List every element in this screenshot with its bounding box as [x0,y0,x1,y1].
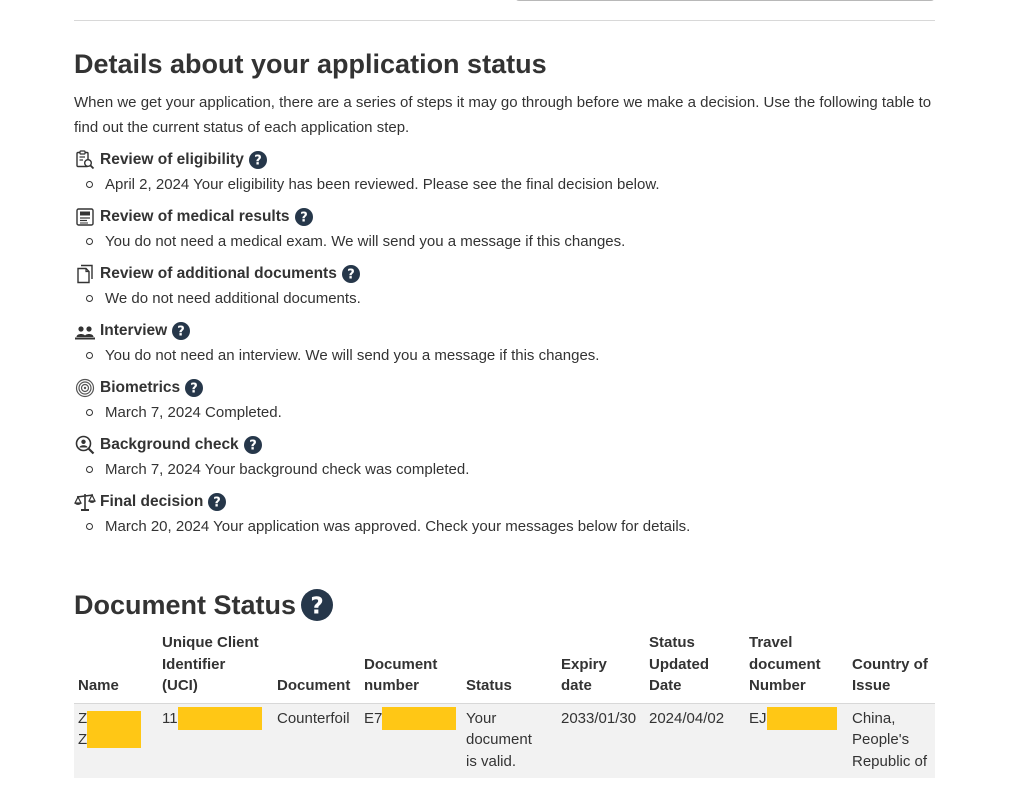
col-status: Status [462,630,557,703]
help-icon[interactable] [185,379,203,397]
top-divider [74,20,935,21]
step-detail-text: March 7, 2024 Your background check was completed. [105,460,470,478]
cell-status: Your document is valid. [462,703,557,778]
document-status-title-text: Document Status [74,590,297,620]
step-detail-text: You do not need a medical exam. We will send you a message if this changes. [105,232,626,250]
step-header [74,204,939,229]
svg-text:?: ? [190,381,198,397]
document-status-table [74,630,935,778]
step-header [74,375,939,400]
step-title: Biometrics [100,378,181,396]
step-detail [74,457,939,481]
step-detail [74,229,939,253]
step-detail [74,343,939,367]
step-header [74,261,939,286]
help-icon[interactable] [208,493,226,511]
eligibility-review-icon [74,149,96,171]
svg-text:?: ? [213,495,222,511]
step-title: Final decision [100,492,204,510]
documents-icon [74,263,96,285]
cell-uci: 11 [158,703,273,778]
help-icon[interactable] [301,589,333,621]
table-row [74,703,935,778]
redaction-box [382,707,456,730]
step-eligibility [74,147,939,196]
col-document: Document [273,630,360,703]
page-title: Details about your application status [74,49,547,79]
interview-icon [74,320,96,342]
cell-travel-document: EJ [745,703,848,778]
step-medical [74,204,939,253]
top-area [0,0,1024,24]
svg-text:?: ? [310,593,324,620]
bullet [86,352,93,359]
step-detail [74,286,939,310]
col-travel-document: Travel document Number [745,630,848,703]
step-header [74,489,939,514]
bullet [86,238,93,245]
step-detail [74,514,939,538]
step-title: Interview [100,321,168,339]
help-icon[interactable] [295,208,313,226]
step-final-decision [74,489,939,538]
step-title: Review of additional documents [100,264,337,282]
step-detail-text: We do not need additional documents. [105,289,361,307]
step-additional-documents [74,261,939,310]
step-title: Background check [100,435,239,453]
col-expiry-date: Expiry date [557,630,645,703]
step-detail-text: April 2, 2024 Your eligibility has been reviewed. Please see the final decision below. [105,175,660,193]
help-icon[interactable] [342,265,360,283]
step-interview [74,318,939,367]
bullet [86,181,93,188]
step-title: Review of medical results [100,207,290,225]
scales-icon [74,491,96,513]
step-detail-text: March 7, 2024 Completed. [105,403,282,421]
step-detail-text: You do not need an interview. We will send you a message if this changes. [105,346,600,364]
step-biometrics [74,375,939,424]
top-control-box[interactable] [515,0,935,1]
col-document-number: Document number [360,630,462,703]
col-status-updated: Status Updated Date [645,630,745,703]
svg-text:?: ? [299,210,308,226]
step-detail-text: March 20, 2024 Your application was approved. Check your messages below for details. [105,517,691,535]
background-check-icon [74,434,96,456]
cell-expiry-date: 2033/01/30 [557,703,645,778]
step-header [74,147,939,172]
col-uci: Unique Client Identifier (UCI) [158,630,273,703]
cell-document-number: E7 [360,703,462,778]
cell-country: China, People's Republic of [848,703,935,778]
document-status-title [74,587,333,623]
intro-text: When we get your application, there are a series of steps it may go through before we make a decision. Use the following table to find out the current status of each application step. [74,94,932,136]
col-name: Name [74,630,158,703]
svg-text:?: ? [254,153,262,169]
step-title: Review of eligibility [100,150,244,168]
cell-name: Z Z [74,703,158,778]
bullet [86,409,93,416]
table-header-row [74,630,935,703]
cell-status-updated: 2024/04/02 [645,703,745,778]
redaction-box [87,711,141,748]
fingerprint-icon [74,377,96,399]
status-steps-list [74,147,939,538]
redaction-box [767,707,837,730]
step-header [74,318,939,343]
medical-results-icon [74,206,96,228]
step-detail [74,400,939,424]
col-country: Country of Issue [848,630,935,703]
bullet [86,466,93,473]
bullet [86,295,93,302]
application-status-section [74,46,939,546]
step-background-check [74,432,939,481]
svg-text:?: ? [347,267,355,283]
help-icon[interactable] [172,322,190,340]
svg-text:?: ? [248,438,257,454]
help-icon[interactable] [244,436,262,454]
redaction-box [178,707,262,730]
step-detail [74,172,939,196]
svg-text:?: ? [177,324,185,340]
step-header [74,432,939,457]
help-icon[interactable] [249,151,267,169]
cell-document: Counterfoil [273,703,360,778]
bullet [86,523,93,530]
